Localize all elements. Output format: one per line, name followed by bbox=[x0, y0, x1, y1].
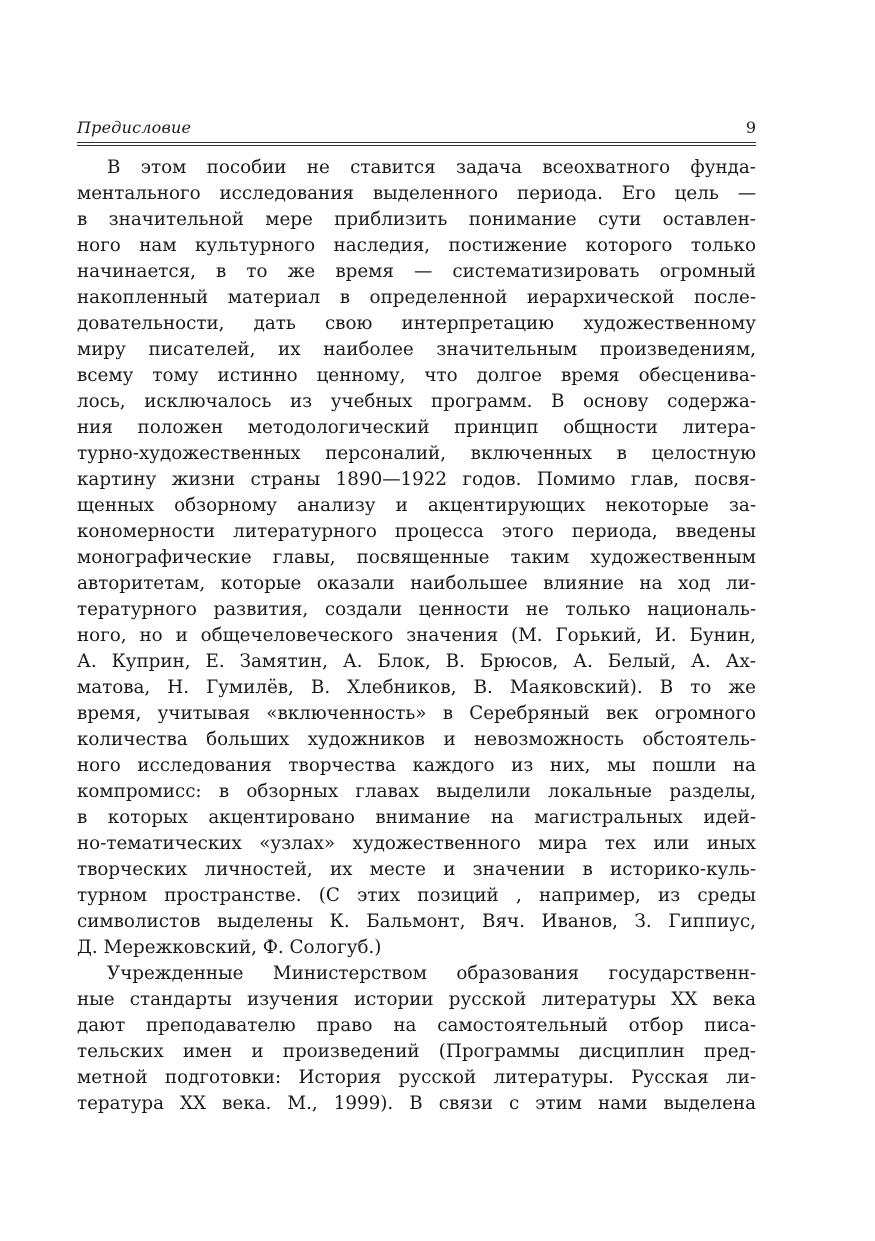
text-line: турном пространстве. (С этих позиций , например, из среды bbox=[77, 885, 756, 906]
text-line: время, учитывая «включенность» в Серебряный век огромного bbox=[77, 703, 756, 724]
text-line: дают преподавателю право на самостоятельный отбор писа- bbox=[77, 1015, 756, 1036]
text-line: метной подготовки: История русской литературы. Русская ли- bbox=[77, 1067, 756, 1088]
text-line: творческих личностей, их месте и значении в историко-куль- bbox=[77, 859, 756, 880]
text-line: Учрежденные Министерством образования государственн- bbox=[107, 963, 756, 984]
text-line: матова, Н. Гумилёв, В. Хлебников, В. Маяковский). В то же bbox=[77, 677, 756, 698]
text-line: ного исследования творчества каждого из них, мы пошли на bbox=[77, 755, 756, 776]
text-line: щенных обзорному анализу и акцентирующих некоторые за- bbox=[77, 495, 756, 516]
text-line: количества больших художников и невозможность обстоятель- bbox=[77, 729, 756, 750]
text-line: символистов выделены К. Бальмонт, Вяч. Иванов, З. Гиппиус, bbox=[77, 911, 756, 932]
running-title: Предисловие bbox=[77, 118, 192, 137]
text-line: ния положен методологический принцип общности литера- bbox=[77, 417, 756, 438]
text-line: тература XX века. М., 1999). В связи с этим нами выделена bbox=[77, 1093, 756, 1114]
text-line: А. Куприн, Е. Замятин, А. Блок, В. Брюсов, А. Белый, А. Ах- bbox=[77, 651, 756, 672]
text-line: накопленный материал в определенной иерархической после- bbox=[77, 287, 756, 308]
text-line: картину жизни страны 1890—1922 годов. Помимо глав, посвя- bbox=[77, 469, 756, 490]
body-text bbox=[77, 155, 756, 1117]
text-line: ные стандарты изучения истории русской литературы XX века bbox=[77, 989, 756, 1010]
page-header bbox=[77, 118, 756, 140]
text-line: в которых акцентировано внимание на магистральных идей- bbox=[77, 807, 756, 828]
text-line: миру писателей, их наиболее значительным произведениям, bbox=[77, 339, 756, 360]
text-line: компромисс: в обзорных главах выделили локальные разделы, bbox=[77, 781, 756, 802]
text-line: В этом пособии не ставится задача всеохватного фунда- bbox=[107, 157, 756, 178]
text-line: монографические главы, посвященные таким художественным bbox=[77, 547, 756, 568]
text-line: всему тому истинно ценному, что долгое время обесценива- bbox=[77, 365, 756, 386]
text-line: тельских имен и произведений (Программы дисциплин пред- bbox=[77, 1041, 756, 1062]
text-line: Д. Мережковский, Ф. Сологуб.) bbox=[77, 937, 382, 958]
text-line: довательности, дать свою интерпретацию художественному bbox=[77, 313, 756, 334]
text-line: в значительной мере приблизить понимание сути оставлен- bbox=[77, 209, 756, 230]
page-number: 9 bbox=[745, 118, 756, 137]
text-line: ментального исследования выделенного периода. Его цель — bbox=[77, 183, 756, 204]
text-line: авторитетам, которые оказали наибольшее влияние на ход ли- bbox=[77, 573, 756, 594]
text-line: кономерности литературного процесса этого периода, введены bbox=[77, 521, 756, 542]
text-line: турно-художественных персоналий, включенных в целостную bbox=[77, 443, 756, 464]
header-rule-bottom bbox=[77, 145, 756, 146]
text-line: ного, но и общечеловеческого значения (М. Горький, И. Бунин, bbox=[77, 625, 756, 646]
header-rule-top bbox=[77, 142, 756, 143]
text-line: тературного развития, создали ценности не только националь- bbox=[77, 599, 756, 620]
text-line: ного нам культурного наследия, постижение которого только bbox=[77, 235, 756, 256]
text-line: лось, исключалось из учебных программ. В основу содержа- bbox=[77, 391, 756, 412]
text-line: начинается, в то же время — систематизировать огромный bbox=[77, 261, 756, 282]
text-line: но-тематических «узлах» художественного мира тех или иных bbox=[77, 833, 756, 854]
